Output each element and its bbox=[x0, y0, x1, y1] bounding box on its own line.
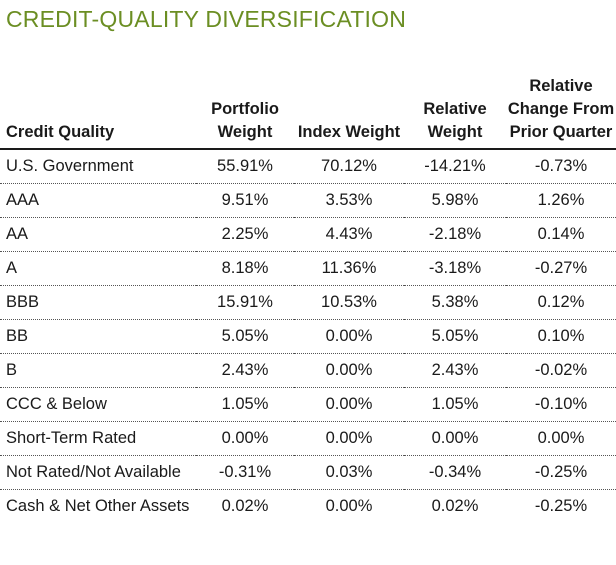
relative-weight-cell: 5.38% bbox=[404, 286, 506, 320]
relative-change-cell: 0.00% bbox=[506, 422, 616, 456]
table-row bbox=[0, 422, 616, 456]
header-portfolio-weight: Portfolio Weight bbox=[196, 54, 294, 149]
relative-weight-cell: -3.18% bbox=[404, 252, 506, 286]
relative-change-cell: -0.10% bbox=[506, 388, 616, 422]
index-weight-cell: 0.00% bbox=[294, 320, 404, 354]
portfolio-weight-cell: 5.05% bbox=[196, 320, 294, 354]
table-row bbox=[0, 184, 616, 218]
header-credit-quality: Credit Quality bbox=[0, 54, 196, 149]
relative-weight-cell: 5.05% bbox=[404, 320, 506, 354]
relative-change-cell: 1.26% bbox=[506, 184, 616, 218]
portfolio-weight-cell: 2.25% bbox=[196, 218, 294, 252]
relative-weight-cell: -0.34% bbox=[404, 456, 506, 490]
portfolio-weight-cell: 2.43% bbox=[196, 354, 294, 388]
table-row bbox=[0, 354, 616, 388]
relative-weight-cell: 2.43% bbox=[404, 354, 506, 388]
header-relative-change: Relative Change From Prior Quarter bbox=[506, 54, 616, 149]
relative-weight-cell: 5.98% bbox=[404, 184, 506, 218]
credit-quality-table bbox=[0, 54, 616, 523]
index-weight-cell: 3.53% bbox=[294, 184, 404, 218]
portfolio-weight-cell: 1.05% bbox=[196, 388, 294, 422]
relative-change-cell: -0.27% bbox=[506, 252, 616, 286]
table-row bbox=[0, 252, 616, 286]
credit-quality-cell: CCC & Below bbox=[0, 388, 196, 422]
relative-weight-cell: -14.21% bbox=[404, 149, 506, 184]
portfolio-weight-cell: 9.51% bbox=[196, 184, 294, 218]
credit-quality-cell: A bbox=[0, 252, 196, 286]
credit-quality-cell: U.S. Government bbox=[0, 149, 196, 184]
header-row bbox=[0, 54, 616, 149]
index-weight-cell: 4.43% bbox=[294, 218, 404, 252]
header-relative-weight: Relative Weight bbox=[404, 54, 506, 149]
table-row bbox=[0, 218, 616, 252]
relative-weight-cell: -2.18% bbox=[404, 218, 506, 252]
credit-quality-cell: AAA bbox=[0, 184, 196, 218]
credit-quality-cell: B bbox=[0, 354, 196, 388]
relative-change-cell: -0.25% bbox=[506, 456, 616, 490]
relative-weight-cell: 0.02% bbox=[431, 497, 479, 515]
table-row bbox=[0, 456, 616, 490]
table-row bbox=[0, 286, 616, 320]
relative-weight-cell: 0.00% bbox=[404, 422, 506, 456]
table-row bbox=[0, 149, 616, 184]
credit-quality-cell: Not Rated/Not Available bbox=[0, 456, 196, 490]
relative-change-cell: -0.73% bbox=[506, 149, 616, 184]
relative-change-cell: -0.25% bbox=[534, 497, 588, 515]
table-row bbox=[0, 320, 616, 354]
table-row bbox=[0, 490, 616, 524]
portfolio-weight-cell: 55.91% bbox=[196, 149, 294, 184]
credit-quality-cell: BBB bbox=[0, 286, 196, 320]
index-weight-cell: 0.00% bbox=[294, 422, 404, 456]
relative-change-cell: 0.10% bbox=[506, 320, 616, 354]
index-weight-cell: 70.12% bbox=[294, 149, 404, 184]
header-index-weight: Index Weight bbox=[294, 54, 404, 149]
relative-change-cell: 0.14% bbox=[506, 218, 616, 252]
portfolio-weight-cell: 0.00% bbox=[196, 422, 294, 456]
page-title: CREDIT-QUALITY DIVERSIFICATION bbox=[6, 6, 407, 32]
index-weight-cell: 0.00% bbox=[294, 354, 404, 388]
index-weight-cell: 11.36% bbox=[294, 252, 404, 286]
credit-quality-cell: Cash & Net Other Assets bbox=[6, 497, 190, 515]
index-weight-cell: 0.03% bbox=[294, 456, 404, 490]
credit-quality-cell: BB bbox=[0, 320, 196, 354]
relative-change-cell: 0.12% bbox=[506, 286, 616, 320]
portfolio-weight-cell: 8.18% bbox=[196, 252, 294, 286]
portfolio-weight-cell: -0.31% bbox=[196, 456, 294, 490]
index-weight-cell: 10.53% bbox=[294, 286, 404, 320]
credit-quality-cell: Short-Term Rated bbox=[0, 422, 196, 456]
table-row bbox=[0, 388, 616, 422]
relative-change-cell: -0.02% bbox=[506, 354, 616, 388]
portfolio-weight-cell: 15.91% bbox=[196, 286, 294, 320]
index-weight-cell: 0.00% bbox=[325, 497, 373, 515]
credit-quality-cell: AA bbox=[0, 218, 196, 252]
index-weight-cell: 0.00% bbox=[294, 388, 404, 422]
portfolio-weight-cell: 0.02% bbox=[221, 497, 269, 515]
relative-weight-cell: 1.05% bbox=[404, 388, 506, 422]
